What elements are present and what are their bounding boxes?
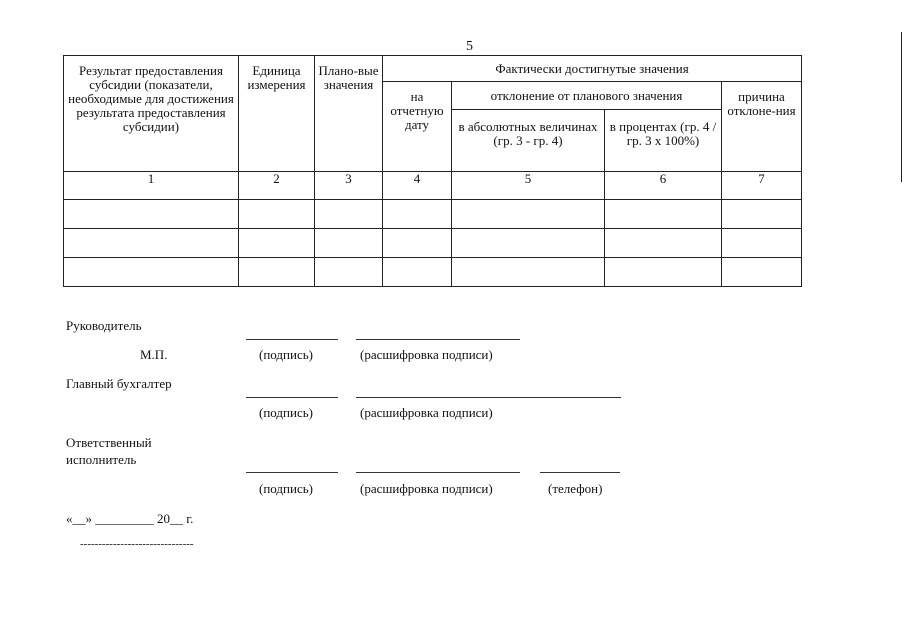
executor-phone-line — [540, 472, 620, 473]
executor-decoding-line — [356, 472, 520, 473]
column-numbers-row — [64, 172, 802, 200]
accountant-signature-line — [246, 397, 338, 398]
decoding-caption: (расшифровка подписи) — [360, 405, 493, 420]
date-line: «__» _________ 20__ г. — [66, 511, 194, 526]
table-cell — [452, 229, 605, 258]
table-cell — [64, 200, 239, 229]
table-cell — [239, 258, 315, 287]
signature-caption: (подпись) — [259, 481, 313, 496]
header-reason: причина отклоне-ния — [722, 82, 802, 172]
table-cell — [315, 200, 383, 229]
executor-signature-line — [246, 472, 338, 473]
table-cell — [722, 258, 802, 287]
table-cell — [64, 229, 239, 258]
table-cell — [722, 229, 802, 258]
table-row — [64, 258, 802, 287]
table-cell — [315, 229, 383, 258]
table-cell — [605, 200, 722, 229]
header-planned: Плано-вые значения — [315, 56, 383, 172]
table-cell — [239, 229, 315, 258]
header-deviation: отклонение от планового значения — [452, 82, 722, 110]
header-actual: Фактически достигнутые значения — [383, 56, 802, 82]
column-number: 3 — [315, 172, 383, 200]
margin-rule — [901, 32, 902, 182]
head-label: Руководитель — [66, 318, 142, 333]
table-cell — [383, 258, 452, 287]
header-unit: Единица измерения — [239, 56, 315, 172]
column-number: 4 — [383, 172, 452, 200]
stamp-label: М.П. — [140, 347, 168, 362]
phone-caption: (телефон) — [548, 481, 603, 496]
column-number: 2 — [239, 172, 315, 200]
table-cell — [315, 258, 383, 287]
decoding-caption: (расшифровка подписи) — [360, 347, 493, 362]
page-number: 5 — [466, 39, 473, 54]
signature-caption: (подпись) — [259, 405, 313, 420]
header-reporting-date: на отчетную дату — [383, 82, 452, 172]
table-cell — [452, 258, 605, 287]
header-absolute: в абсолютных величинах (гр. 3 - гр. 4) — [452, 110, 605, 172]
column-number: 6 — [605, 172, 722, 200]
executor-label: Ответственный исполнитель — [66, 435, 152, 467]
report-table — [63, 55, 802, 287]
column-number: 7 — [722, 172, 802, 200]
accountant-label: Главный бухгалтер — [66, 376, 172, 391]
table-row — [64, 200, 802, 229]
column-number: 1 — [64, 172, 239, 200]
table-cell — [605, 229, 722, 258]
head-decoding-line — [356, 339, 520, 340]
header-result: Результат предоставления субсидии (показатели, необходимые для достижения результата предоставления субсидии) — [64, 56, 239, 172]
table-cell — [383, 229, 452, 258]
accountant-decoding-line — [356, 397, 621, 398]
table-row — [64, 229, 802, 258]
column-number: 5 — [452, 172, 605, 200]
table-cell — [383, 200, 452, 229]
signature-caption: (подпись) — [259, 347, 313, 362]
table-cell — [452, 200, 605, 229]
header-percent: в процентах (гр. 4 / гр. 3 х 100%) — [605, 110, 722, 172]
table-cell — [239, 200, 315, 229]
footnote-separator: ------------------------------- — [80, 538, 194, 550]
head-signature-line — [246, 339, 338, 340]
table-cell — [722, 200, 802, 229]
table-cell — [605, 258, 722, 287]
table-cell — [64, 258, 239, 287]
decoding-caption: (расшифровка подписи) — [360, 481, 493, 496]
